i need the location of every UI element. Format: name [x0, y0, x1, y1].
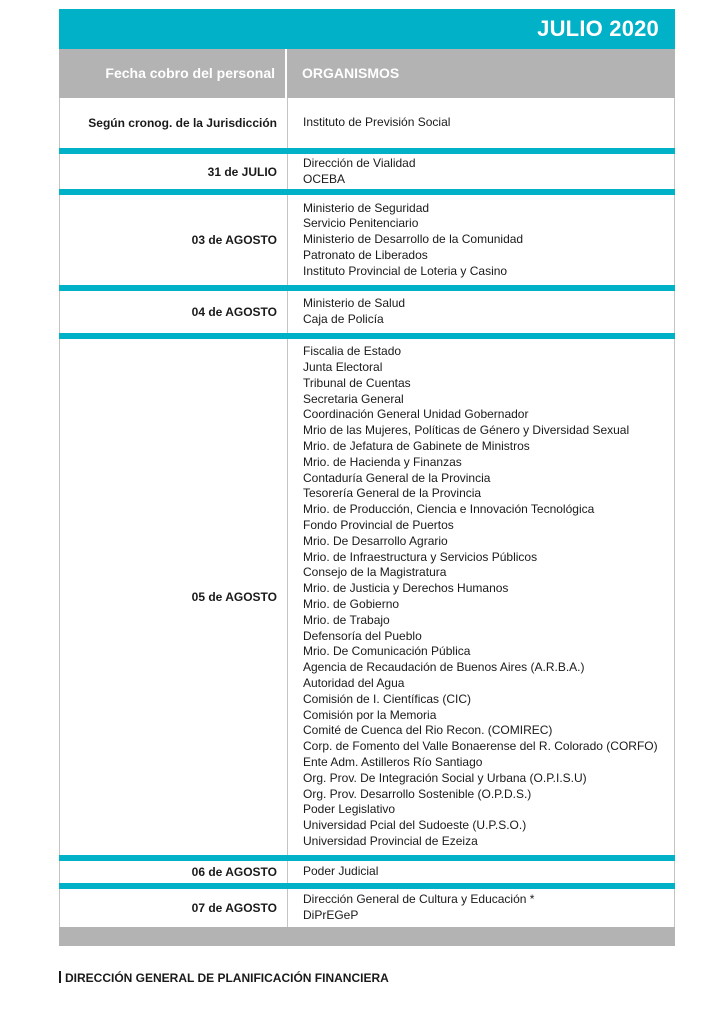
organism-item: DiPrEGeP — [303, 908, 359, 922]
organism-item: Comisión por la Memoria — [303, 707, 437, 722]
organism-item: Comisión de I. Científicas (CIC) — [303, 691, 472, 706]
schedule-table — [59, 9, 675, 946]
column-header-row — [59, 49, 675, 98]
title-bar — [59, 9, 675, 49]
organism-item: Comité de Cuenca del Rio Recon. (COMIREC) — [303, 723, 553, 738]
table-row — [59, 861, 675, 883]
organism-item: Poder Legislativo — [303, 802, 396, 817]
organism-item: Org. Prov. Desarrollo Sostenible (O.P.D.S.) — [303, 786, 532, 801]
payment-date: 07 de AGOSTO — [60, 889, 288, 927]
organism-list — [288, 195, 674, 285]
payment-date: 04 de AGOSTO — [60, 291, 288, 333]
organism-list — [288, 154, 674, 189]
payment-date: 03 de AGOSTO — [60, 195, 288, 285]
footer-text: DIRECCIÓN GENERAL DE PLANIFICACIÓN FINANCIERA — [65, 971, 389, 985]
page-title: JULIO 2020 — [537, 16, 659, 41]
organism-item: Consejo de la Magistratura — [303, 565, 447, 580]
organism-item: Ministerio de Seguridad — [303, 200, 430, 215]
organism-item: Secretaria General — [303, 391, 404, 406]
organism-item: Junta Electoral — [303, 360, 383, 375]
organism-item: Corp. de Fomento del Valle Bonaerense del R. Colorado (CORFO) — [303, 739, 658, 754]
organism-item: Contaduría General de la Provincia — [303, 470, 491, 485]
organism-item: Ministerio de Salud — [303, 296, 406, 311]
organism-item: Mrio. de Hacienda y Finanzas — [303, 454, 462, 469]
organism-item: Fondo Provincial de Puertos — [303, 518, 454, 533]
table-body — [59, 98, 675, 927]
organism-item: Instituto de Previsión Social — [303, 115, 451, 130]
organism-item: Poder Judicial — [303, 864, 379, 879]
organism-list — [288, 889, 674, 927]
column-header-date: Fecha cobro del personal — [59, 49, 287, 98]
organism-item: Universidad Pcial del Sudoeste (U.P.S.O.) — [303, 818, 527, 833]
organism-list — [288, 861, 674, 883]
payment-date: 06 de AGOSTO — [60, 861, 288, 883]
organism-item: Tribunal de Cuentas — [303, 375, 411, 390]
organism-item: Ministerio de Desarrollo de la Comunidad — [303, 232, 524, 247]
table-footer-bar — [59, 927, 675, 946]
organism-item: Fiscalia de Estado — [303, 344, 402, 359]
organism-list — [288, 291, 674, 333]
organism-item: Defensoría del Pueblo — [303, 628, 422, 643]
organism-item: Mrio. de Trabajo — [303, 612, 390, 627]
payment-date: Según cronog. de la Jurisdicción — [60, 98, 288, 148]
footer — [59, 971, 389, 985]
table-row — [59, 195, 675, 285]
table-row — [59, 339, 675, 855]
table-row — [59, 98, 675, 148]
organism-item: Autoridad del Agua — [303, 675, 405, 690]
organism-list — [288, 98, 674, 148]
organism-item: Mrio. De Desarrollo Agrario — [303, 533, 448, 548]
organism-item: Coordinación General Unidad Gobernador — [303, 407, 529, 422]
organism-item: Instituto Provincial de Loteria y Casino — [303, 263, 508, 278]
organism-item: Mrio. De Comunicación Pública — [303, 644, 471, 659]
payment-date: 05 de AGOSTO — [60, 339, 288, 855]
organism-item: Dirección General de Cultura y Educación * — [303, 892, 535, 907]
table-row — [59, 154, 675, 189]
organism-item: Dirección de Vialidad — [303, 155, 416, 170]
organism-item: Universidad Provincial de Ezeiza — [303, 833, 478, 848]
footer-divider — [59, 971, 61, 983]
organism-item: Mrio. de Producción, Ciencia e Innovación Tecnológica — [303, 502, 595, 517]
organism-item: Agencia de Recaudación de Buenos Aires (A.R.B.A.) — [303, 660, 585, 675]
payment-date: 31 de JULIO — [60, 154, 288, 189]
organism-item: Patronato de Liberados — [303, 247, 428, 262]
organism-item: Tesorería General de la Provincia — [303, 486, 482, 501]
organism-item: OCEBA — [303, 171, 346, 186]
organism-item: Servicio Penitenciario — [303, 216, 419, 231]
organism-item: Mrio. de Gobierno — [303, 597, 400, 611]
organism-item: Org. Prov. De Integración Social y Urbana (O.P.I.S.U) — [303, 770, 587, 785]
table-row — [59, 291, 675, 333]
organism-item: Mrio de las Mujeres, Políticas de Género y Diversidad Sexual — [303, 423, 630, 438]
column-header-orgs: ORGANISMOS — [302, 65, 400, 81]
organism-item: Mrio. de Justicia y Derechos Humanos — [303, 581, 509, 596]
organism-list — [288, 339, 674, 855]
organism-item: Mrio. de Jefatura de Gabinete de Ministros — [303, 439, 530, 454]
organism-item: Mrio. de Infraestructura y Servicios Públicos — [303, 549, 538, 564]
organism-item: Ente Adm. Astilleros Río Santiago — [303, 754, 483, 769]
organism-item: Caja de Policía — [303, 312, 384, 326]
table-row — [59, 889, 675, 927]
